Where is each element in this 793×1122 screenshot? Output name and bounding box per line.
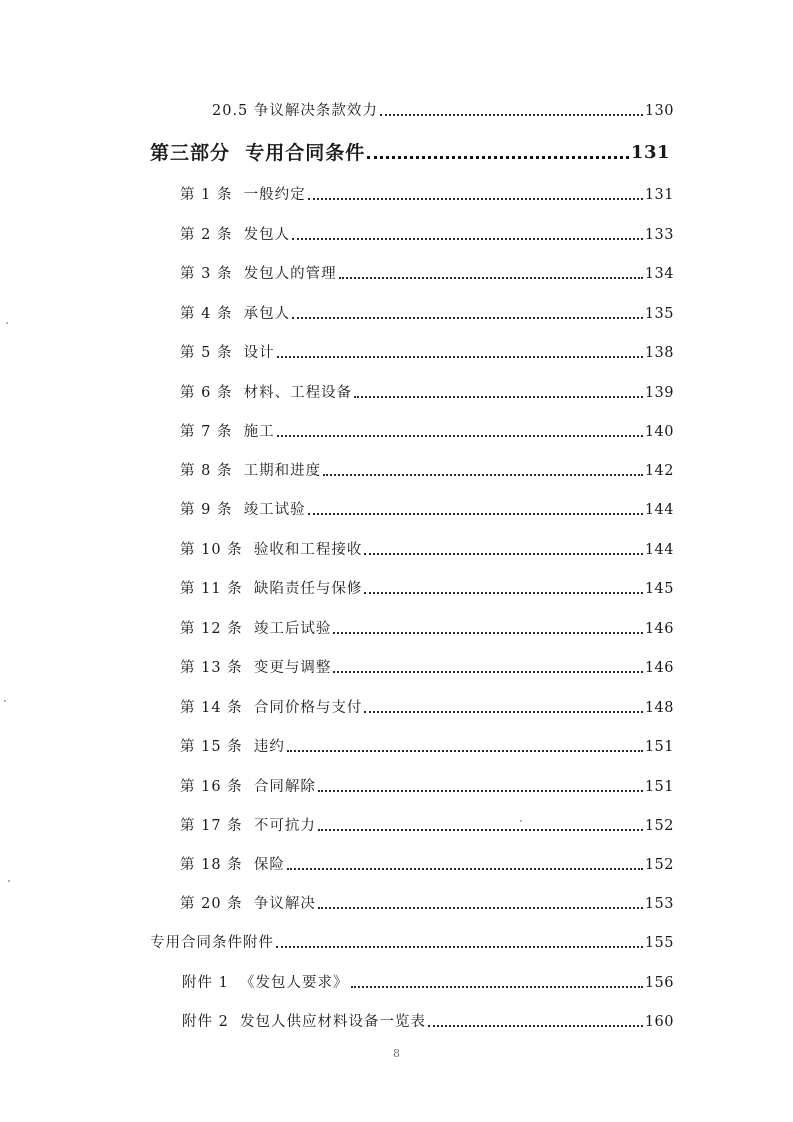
- toc-entry-page: 134: [644, 266, 674, 282]
- toc-entry-title: 第 15 条 违约: [180, 739, 285, 755]
- toc-entry-page: 140: [644, 424, 674, 440]
- scan-speck: [6, 322, 8, 324]
- toc-leader: [318, 907, 643, 909]
- toc-entry-title: 第 8 条 工期和进度: [180, 463, 322, 479]
- toc-entry-page: 138: [644, 345, 674, 361]
- page-number: 8: [393, 1047, 400, 1060]
- toc-entry-title: 第 6 条 材料、工程设备: [180, 385, 353, 401]
- toc-entry: [182, 972, 674, 992]
- toc-entry-page: 130: [644, 103, 674, 119]
- toc-entry-title: 第 14 条 合同价格与支付: [180, 700, 363, 716]
- toc-entry: [180, 736, 674, 756]
- toc-entry-title: 第 16 条 合同解除: [180, 779, 316, 795]
- toc-entry: [180, 184, 674, 204]
- toc-entry: [180, 382, 674, 402]
- toc-entry-title: 第 11 条 缺陷责任与保修: [180, 581, 363, 597]
- toc-entry-page: 144: [644, 502, 674, 518]
- toc-entry-page: 156: [644, 975, 674, 991]
- toc-leader: [308, 198, 643, 200]
- toc-entry: [180, 657, 674, 677]
- toc-entry-title: 附件 2 发包人供应材料设备一览表: [182, 1014, 427, 1030]
- toc-entry: [180, 499, 674, 519]
- toc-entry-title: 第 17 条 不可抗力: [180, 818, 316, 834]
- toc-entry-page: 152: [644, 818, 674, 834]
- toc-entry: [180, 303, 674, 323]
- toc-leader: [277, 356, 643, 358]
- toc-entry-title: 第 13 条 变更与调整: [180, 660, 332, 676]
- toc-entry-title: 第 20 条 争议解决: [180, 896, 316, 912]
- toc-leader: [277, 435, 643, 437]
- toc-entry: [180, 578, 674, 598]
- toc-leader: [339, 277, 643, 279]
- toc-entry: [180, 263, 674, 283]
- toc-entry-title: 第 7 条 施工: [180, 424, 275, 440]
- toc-entry: [180, 815, 674, 835]
- toc-entry-page: 148: [644, 700, 674, 716]
- toc-entry-title: 第 1 条 一般约定: [180, 187, 306, 203]
- toc-entry: [180, 776, 674, 796]
- toc-leader: [308, 513, 643, 515]
- toc-part-heading: [150, 140, 670, 164]
- toc-entry-title: 第 12 条 竣工后试验: [180, 621, 332, 637]
- toc-entry-title: 第 3 条 发包人的管理: [180, 266, 337, 282]
- toc-leader: [367, 156, 629, 159]
- toc-entry-page: 133: [644, 227, 674, 243]
- toc-entry-page: 142: [644, 463, 674, 479]
- scan-speck: [8, 880, 10, 882]
- toc-entry: [180, 893, 674, 913]
- toc-entry-page: 153: [644, 896, 674, 912]
- toc-leader: [380, 114, 643, 116]
- toc-entry-appendix-group: [150, 932, 674, 952]
- toc-entry-page: 151: [644, 779, 674, 795]
- toc-entry-title: 附件 1 《发包人要求》: [182, 975, 349, 991]
- toc-leader: [428, 1025, 643, 1027]
- toc-leader: [351, 986, 643, 988]
- toc-entry: [180, 460, 674, 480]
- toc-entry-title: 第 4 条 承包人: [180, 306, 291, 322]
- toc-leader: [276, 946, 643, 948]
- toc-entry: [180, 854, 674, 874]
- toc-entry: [180, 224, 674, 244]
- toc-entry: [180, 697, 674, 717]
- toc-entry: [182, 1011, 674, 1031]
- toc-entry: [180, 342, 674, 362]
- toc-entry-title: 第 5 条 设计: [180, 345, 275, 361]
- toc-entry-title: 第三部分 专用合同条件: [150, 142, 366, 164]
- toc-leader: [364, 711, 642, 713]
- toc-leader: [287, 868, 643, 870]
- scan-speck: [520, 820, 522, 822]
- toc-entry: [180, 618, 674, 638]
- toc-leader: [333, 671, 642, 673]
- toc-entry-title: 第 9 条 竣工试验: [180, 502, 306, 518]
- toc-entry-title: 第 10 条 验收和工程接收: [180, 542, 363, 558]
- toc-leader: [364, 553, 642, 555]
- toc-entry-title: 第 2 条 发包人: [180, 227, 291, 243]
- toc-entry-page: 145: [644, 581, 674, 597]
- toc-entry-page: 139: [644, 385, 674, 401]
- toc-leader: [364, 592, 642, 594]
- toc-leader: [292, 238, 643, 240]
- toc-leader: [354, 396, 643, 398]
- toc-entry-page: 135: [644, 306, 674, 322]
- toc-entry-page: 144: [644, 542, 674, 558]
- toc-leader: [318, 790, 643, 792]
- toc-entry-title: 20.5 争议解决条款效力: [212, 103, 378, 119]
- toc-entry-page: 155: [644, 935, 674, 951]
- toc-leader: [292, 317, 643, 319]
- toc-entry: [180, 421, 674, 441]
- toc-leader: [318, 829, 643, 831]
- toc-entry-page: 152: [644, 857, 674, 873]
- toc-entry-page: 131: [630, 142, 670, 163]
- toc-leader: [287, 750, 643, 752]
- toc-entry-page: 131: [644, 187, 674, 203]
- toc-entry-page: 160: [644, 1014, 674, 1030]
- toc-entry-page: 146: [644, 621, 674, 637]
- toc-entry-page: 151: [644, 739, 674, 755]
- toc-entry-title: 第 18 条 保险: [180, 857, 285, 873]
- scan-speck: [4, 700, 6, 702]
- toc-leader: [333, 632, 642, 634]
- toc-entry: [212, 100, 674, 120]
- toc-entry-title: 专用合同条件附件: [150, 935, 274, 951]
- toc-leader: [323, 474, 643, 476]
- toc-entry: [180, 539, 674, 559]
- toc-entry-page: 146: [644, 660, 674, 676]
